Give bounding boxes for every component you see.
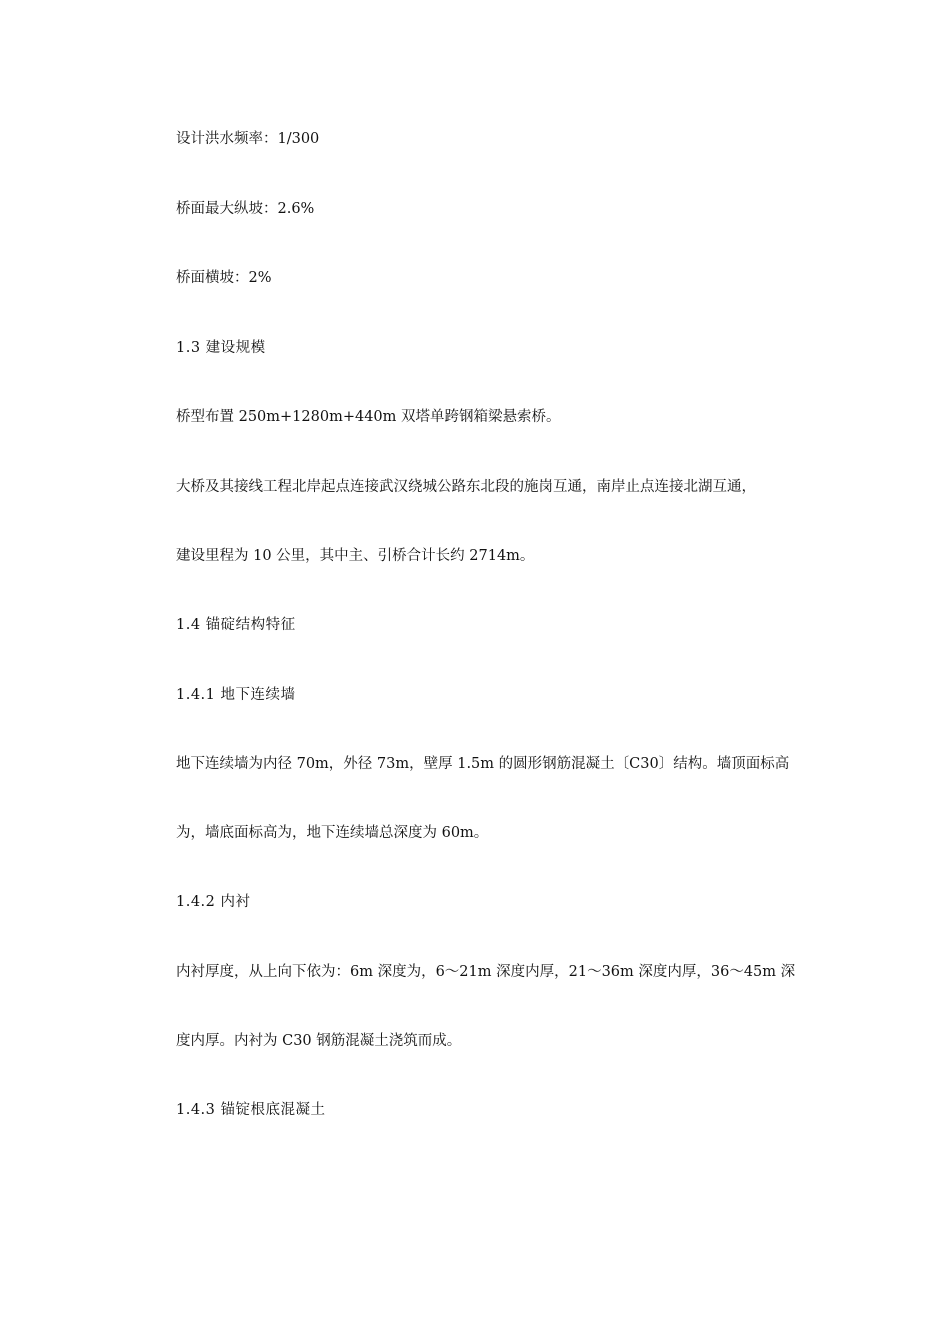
section-heading-1-4-1: 1.4.1 地下连续墙 <box>176 687 296 703</box>
section-heading-1-4-3: 1.4.3 锚锭根底混凝土 <box>176 1102 326 1118</box>
section-heading-1-4-2: 1.4.2 内衬 <box>176 894 251 910</box>
lining-paragraph-line-2: 度内厚。内衬为 C30 钢筋混凝土浇筑而成。 <box>176 1033 462 1049</box>
project-scope-paragraph-line-2: 建设里程为 10 公里，其中主、引桥合计长约 2714m。 <box>176 548 535 564</box>
diaphragm-wall-paragraph-line-2: 为，墙底面标高为，地下连续墙总深度为 60m。 <box>176 825 489 841</box>
section-heading-1-4: 1.4 锚碇结构特征 <box>176 617 296 633</box>
max-longitudinal-slope: 桥面最大纵坡：2.6% <box>176 201 315 217</box>
design-flood-frequency: 设计洪水频率：1/300 <box>176 131 320 147</box>
bridge-layout-paragraph: 桥型布置 250m+1280m+440m 双塔单跨钢箱梁悬索桥。 <box>176 409 561 425</box>
cross-slope: 桥面横坡：2% <box>176 270 272 286</box>
project-scope-paragraph-line-1: 大桥及其接线工程北岸起点连接武汉绕城公路东北段的施岗互通，南岸止点连接北湖互通， <box>176 479 756 495</box>
diaphragm-wall-paragraph-line-1: 地下连续墙为内径 70m，外径 73m，壁厚 1.5m 的圆形钢筋混凝土〔C30〕结构。墙顶面标高 <box>176 756 790 772</box>
section-heading-1-3: 1.3 建设规模 <box>176 340 266 356</box>
lining-paragraph-line-1: 内衬厚度，从上向下依为：6m 深度为，6～21m 深度内厚，21～36m 深度内厚，36～45m 深 <box>176 964 796 980</box>
